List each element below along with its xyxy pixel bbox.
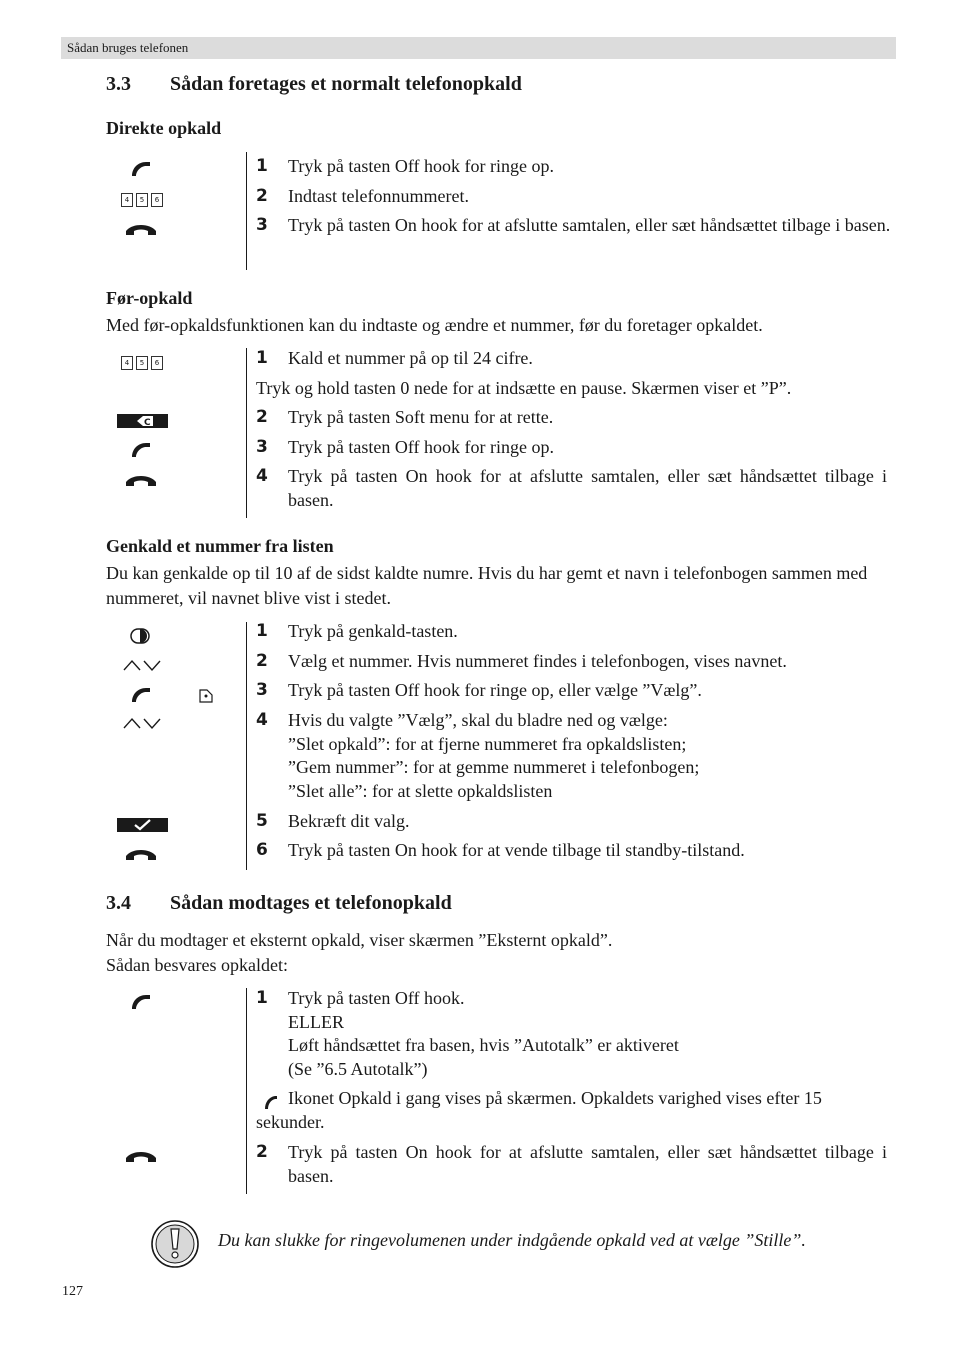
step-number: 6 [256, 840, 268, 860]
receive-intro-line: Sådan besvares opkaldet: [106, 955, 288, 975]
step-divider [246, 152, 247, 270]
direct-step [256, 214, 896, 238]
option-line: ”Slet opkald”: for at fjerne nummeret fra opkaldslisten; [288, 733, 687, 754]
subheading-pre-dial: Før-opkald [106, 288, 193, 308]
section-number: 3.3 [106, 73, 131, 95]
keypad-key: 4 [121, 356, 133, 370]
tip-text: Du kan slukke for ringevolumenen under indgående opkald ved at vælge ”Stille”. [218, 1230, 806, 1250]
step-number: 2 [256, 186, 268, 206]
section-number: 3.4 [106, 892, 131, 914]
step-divider [246, 622, 247, 870]
keypad-key: 5 [136, 356, 148, 370]
subheading-direct-call: Direkte opkald [106, 118, 222, 138]
pre-dial-step [256, 406, 896, 430]
keypad-key: 5 [136, 193, 148, 207]
step-divider [246, 988, 247, 1194]
up-down-arrows-icon [122, 658, 164, 672]
redial-step [256, 620, 896, 644]
receive-step [256, 987, 896, 1081]
on-hook-icon [124, 472, 158, 488]
receive-step [256, 1141, 887, 1188]
step-divider [246, 348, 247, 518]
running-header [61, 37, 896, 59]
off-hook-icon [130, 993, 152, 1011]
redial-key-icon [130, 628, 150, 644]
keypad-icon [121, 193, 163, 207]
step-number: 5 [256, 811, 268, 831]
option-line: ”Gem nummer”: for at gemme nummeret i telefonbogen; [288, 757, 700, 777]
step-number: 3 [256, 215, 268, 235]
step-number: 2 [256, 407, 268, 427]
direct-step [256, 185, 896, 209]
step-number: 3 [256, 680, 268, 700]
step-number: 3 [256, 437, 268, 457]
step-number: 1 [256, 621, 268, 641]
page-number: 127 [62, 1284, 83, 1299]
step-line: ELLER [288, 1011, 344, 1032]
keypad-icon [121, 356, 163, 370]
step-text: Tryk på tasten Off hook for ringe op. [288, 156, 554, 176]
redial-step [256, 810, 896, 834]
keypad-key: 4 [121, 193, 133, 207]
step-number: 1 [256, 156, 268, 176]
confirm-check-icon [117, 818, 168, 832]
section-title: Sådan modtages et telefonopkald [170, 892, 452, 914]
subheading-redial: Genkald et nummer fra listen [106, 536, 334, 556]
redial-step [256, 839, 896, 863]
pause-note: Tryk og hold tasten 0 nede for at indsætte en pause. Skærmen viser et ”P”. [256, 378, 792, 398]
step-text: Kald et nummer på op til 24 cifre. [288, 348, 533, 368]
on-hook-icon [124, 1148, 158, 1164]
step-text: Tryk på tasten On hook for at afslutte samtalen, eller sæt håndsættet tilbage i basen. [288, 215, 891, 235]
soft-key-select-icon [199, 687, 213, 703]
pre-dial-step [256, 465, 887, 512]
step-text: Tryk på genkald-tasten. [288, 621, 458, 641]
step-line: (Se ”6.5 Autotalk”) [288, 1058, 428, 1079]
step-number: 1 [256, 348, 268, 368]
redial-step [256, 650, 896, 674]
off-hook-icon [130, 160, 152, 178]
step-text: Tryk på tasten Off hook. [288, 988, 465, 1008]
off-hook-icon [130, 441, 152, 459]
step-text: Hvis du valgte ”Vælg”, skal du bladre ned og vælge: [288, 710, 668, 730]
redial-intro: Du kan genkalde op til 10 af de sidst kaldte numre. Hvis du har gemt et navn i telefonbogen sammen med nummeret, vil navnet blive vist i stedet. [106, 563, 868, 608]
step-text: Vælg et nummer. Hvis nummeret findes i telefonbogen, vises navnet. [288, 651, 787, 671]
step-number: 4 [256, 466, 268, 486]
section-title: Sådan foretages et normalt telefonopkald [170, 73, 522, 95]
pre-dial-intro: Med før-opkaldsfunktionen kan du indtaste og ændre et nummer, før du foretager opkaldet. [106, 315, 763, 335]
note-exclamation-icon [150, 1219, 200, 1269]
option-line: ”Slet alle”: for at slette opkaldslisten [288, 780, 553, 801]
keypad-key: 6 [151, 193, 163, 207]
step-text: Tryk på tasten On hook for at afslutte samtalen, eller sæt håndsættet tilbage i basen. [288, 1142, 887, 1186]
pre-dial-step [256, 347, 896, 371]
on-hook-icon [124, 846, 158, 862]
keypad-key: 6 [151, 356, 163, 370]
step-text: Tryk på tasten On hook for at vende tilbage til standby-tilstand. [288, 840, 745, 860]
step-text: Indtast telefonnummeret. [288, 186, 469, 206]
step-text: Tryk på tasten Off hook for ringe op, eller vælge ”Vælg”. [288, 680, 702, 700]
step-text: Tryk på tasten On hook for at afslutte samtalen, eller sæt håndsættet tilbage i basen. [288, 466, 887, 510]
soft-menu-clear-icon [117, 414, 168, 428]
off-hook-icon [130, 686, 152, 704]
up-down-arrows-icon [122, 716, 164, 730]
redial-step [256, 709, 896, 803]
section-heading-3-3 [106, 73, 522, 96]
step-number: 1 [256, 988, 268, 1008]
on-hook-icon [124, 221, 158, 237]
step-line: Løft håndsættet fra basen, hvis ”Autotalk” er aktiveret [288, 1035, 679, 1055]
step-text: Tryk på tasten Off hook for ringe op. [288, 437, 554, 457]
pre-dial-step [256, 436, 896, 460]
receive-intro-line: Når du modtager et eksternt opkald, viser skærmen ”Eksternt opkald”. [106, 930, 613, 950]
step-number: 4 [256, 710, 268, 730]
running-header-title: Sådan bruges telefonen [67, 40, 189, 55]
direct-step [256, 155, 896, 179]
step-text: Tryk på tasten Soft menu for at rette. [288, 407, 554, 427]
section-heading-3-4 [106, 892, 452, 915]
step-number: 2 [256, 651, 268, 671]
step-text: Bekræft dit valg. [288, 811, 410, 831]
svg-text:C: C [144, 418, 151, 428]
step-number: 2 [256, 1142, 268, 1162]
call-icon-note: Ikonet Opkald i gang vises på skærmen. Opkaldets varighed vises efter 15 sekunder. [256, 1088, 822, 1132]
redial-step [256, 679, 896, 703]
